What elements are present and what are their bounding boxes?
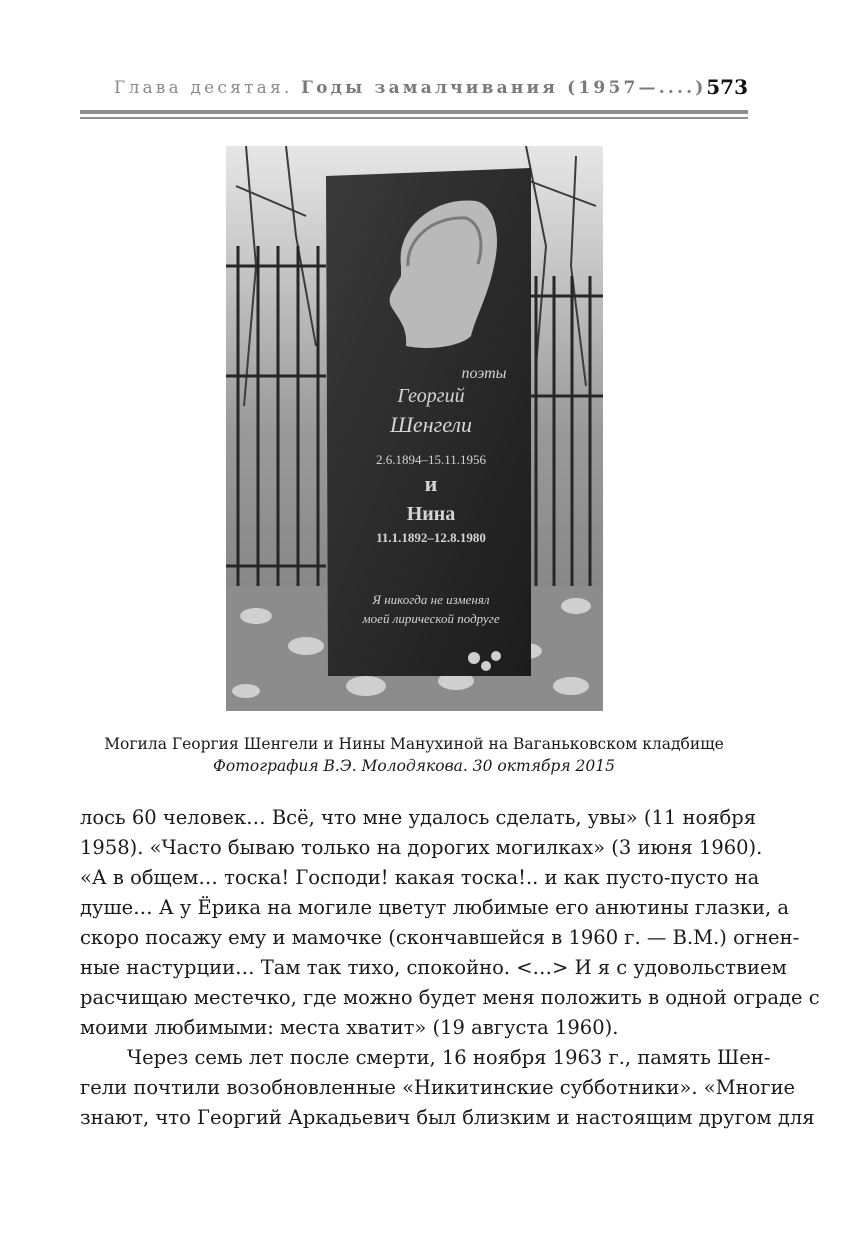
text-line: «А в общем… тоска! Господи! какая тоска!.. и как пусто-пусто на <box>80 866 760 889</box>
running-header <box>80 72 748 104</box>
text-line: расчищаю местечко, где можно будет меня положить в одной ограде с <box>80 986 820 1009</box>
text-line: моими любимыми: места хватит» (19 августа 1960). <box>80 1016 619 1039</box>
stone-text-poets: поэты <box>461 365 507 382</box>
stone-text-dates2: 11.1.1892–12.8.1980 <box>376 530 486 545</box>
stone-text-nina: Нина <box>406 503 456 525</box>
header-rule-thin <box>80 117 748 119</box>
page-number: 573 <box>706 75 748 99</box>
gravestone-photo <box>226 146 603 711</box>
text-line: душе… А у Ёрика на могиле цветут любимые его анютины глазки, а <box>80 896 789 919</box>
header-rule-thick <box>80 110 748 114</box>
chapter-heading <box>114 78 706 98</box>
stone-text-epitaph1: Я никогда не изменял <box>372 592 490 607</box>
text-line: знают, что Георгий Аркадьевич был близким и настоящим другом для <box>80 1106 815 1129</box>
chapter-title: Годы замалчивания (1957—....) <box>301 78 707 98</box>
caption-credit: Фотография В.Э. Молодякова. 30 октября 2015 <box>213 757 615 775</box>
text-line: Через семь лет после смерти, 16 ноября 1963 г., память Шен- <box>127 1046 771 1069</box>
text-line: 1958). «Часто бываю только на дорогих могилках» (3 июня 1960). <box>80 836 763 859</box>
body-text <box>80 803 820 1133</box>
chapter-prefix: Глава десятая. <box>114 78 293 98</box>
text-line: гели почтили возобновленные «Никитинские субботники». «Многие <box>80 1076 796 1099</box>
stone-text-and: и <box>424 471 438 496</box>
stone-text-surname: Шенгели <box>389 412 473 437</box>
photo-caption <box>80 733 748 777</box>
text-line: скоро посажу ему и мамочке (скончавшейся в 1960 г. — В.М.) огнен- <box>80 926 800 949</box>
caption-title: Могила Георгия Шенгели и Нины Манухиной на Ваганьковском кладбище <box>104 735 724 753</box>
stone-text-epitaph2: моей лирической подруге <box>362 611 500 626</box>
text-line: лось 60 человек… Всё, что мне удалось сделать, увы» (11 ноября <box>80 806 757 829</box>
stone-text-firstname: Георгий <box>397 385 465 407</box>
stone-text-dates1: 2.6.1894–15.11.1956 <box>375 452 487 467</box>
text-line: ные настурции… Там так тихо, спокойно. <…> И я с удовольствием <box>80 956 787 979</box>
